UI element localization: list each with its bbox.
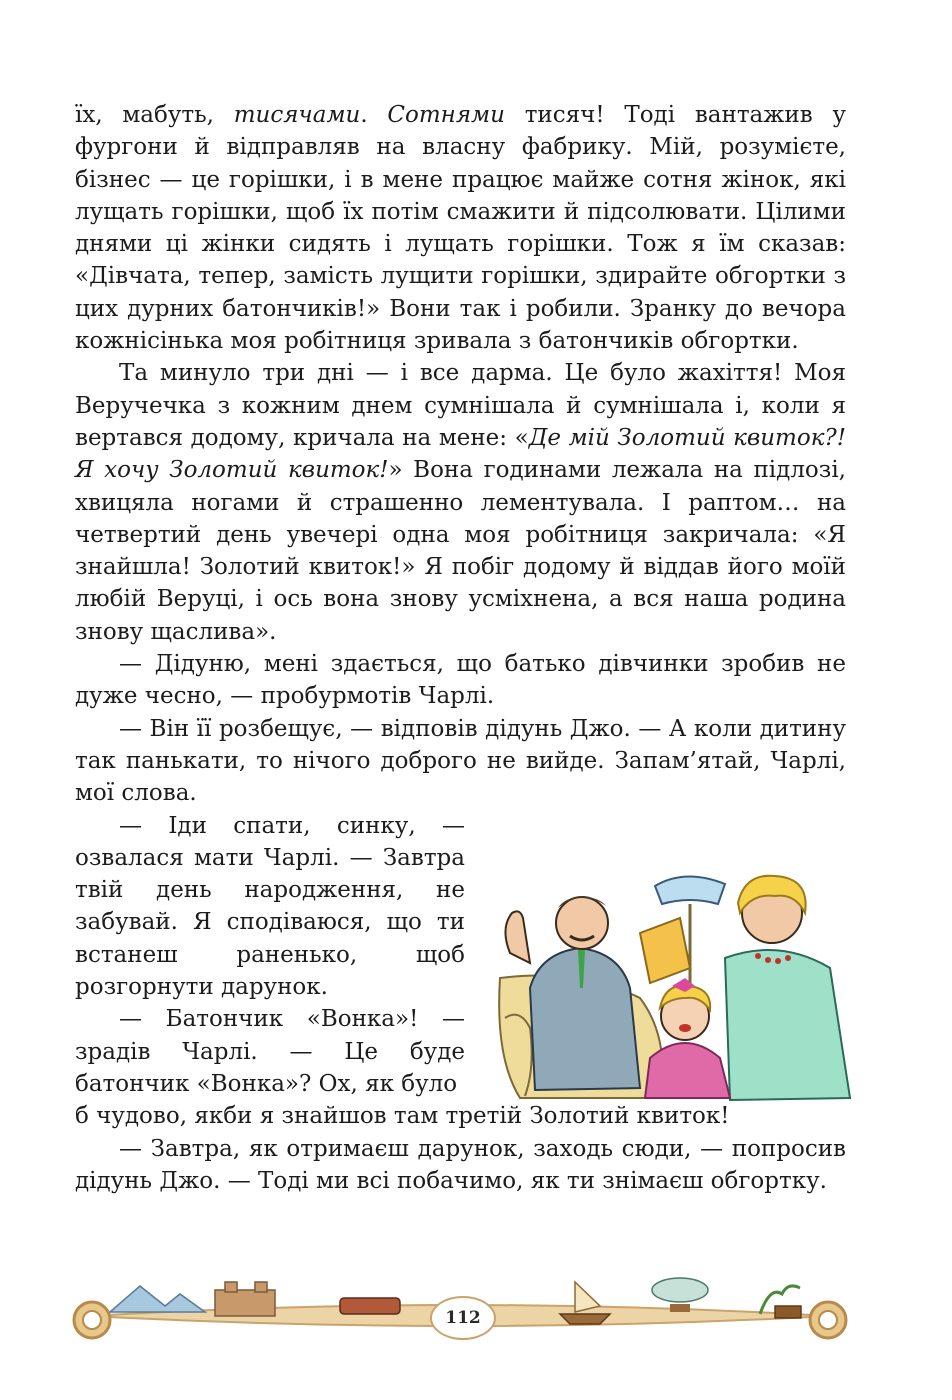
text-span: їх, мабуть, [75,102,234,128]
italic-span: тисячами [233,102,361,128]
paragraph-6a: — Батончик «Вонка»! — зрадів Чарлі. — Це буде батончик «Вонка»? Ох, як було [75,1006,465,1097]
text-span: » Вона годинами лежала на підлозі, хвицяла ногами й страшенно лементувала. І раптом… на четвертий день увечері одна моя робітниця закричала: «Я знайшла! Золотий квиток!» Я побіг додому й віддав його моїй любій Веруці, і ось вона знову усміхнена, а вся наша родина знову щаслива». [75,457,846,645]
paragraph-4: — Він її розбещує, — відповів дідунь Джо. — А коли дитину так панькати, то нічого доброго не вийде. Запам’ятай, Чарлі, мої слова. [75,715,846,807]
italic-span: Де мій Золотий квиток?! Я хочу Золотий квиток! [75,424,846,484]
text-span: тисяч! Тоді вантажив у фургони й відправляв на власну фабрику. Мій, розумієте, бізнес — це горішки, і в мене працює майже сотня жінок, які лущать горішки, щоб їх потім смажити й підсолювати. Цілими днями ці жінки сидять і лущать горішки. Тож я їм сказав: «Дівчата, тепер, замість лущити горішки, здирайте обгортки з цих дурних батончиків!» Вони так і робили. Зранку до вечора кожнісінька моя робітниця зривала з батончиків обгортки. [75,102,846,355]
paragraph-1 [75,99,846,357]
family-illustration [490,858,856,1106]
paragraph-3: — Дідуню, мені здається, що батько дівчинки зробив не дуже чесно, — пробурмотів Чарлі. [75,651,846,710]
paragraph-6b: б чудово, якби я знайшов там третій Золотий квиток! [75,1103,730,1130]
paragraph-7: — Завтра, як отримаєш дарунок, заходь сюди, — попросив дідунь Джо. — Тоді ми всі побачимо, як ти знімаєш обгортку. [75,1135,846,1194]
text-span: Та минуло три дні — і все дарма. Це було жахіття! Моя Веручечка з кожним днем сумнішала й сумнішала і, коли я вертався додому, кричала на мене: « [75,360,846,451]
paragraph-5: — Іди спати, синку, — озвалася мати Чарлі. — Завтра твій день народження, не забувай. Я сподіваюся, що ти встанеш раненько, щоб розгорнути дарунок. [75,812,465,1001]
paragraph-2 [75,357,846,648]
page-number: 112 [430,1296,496,1340]
italic-span: Сотнями [387,102,505,128]
text-span: . [360,102,388,128]
